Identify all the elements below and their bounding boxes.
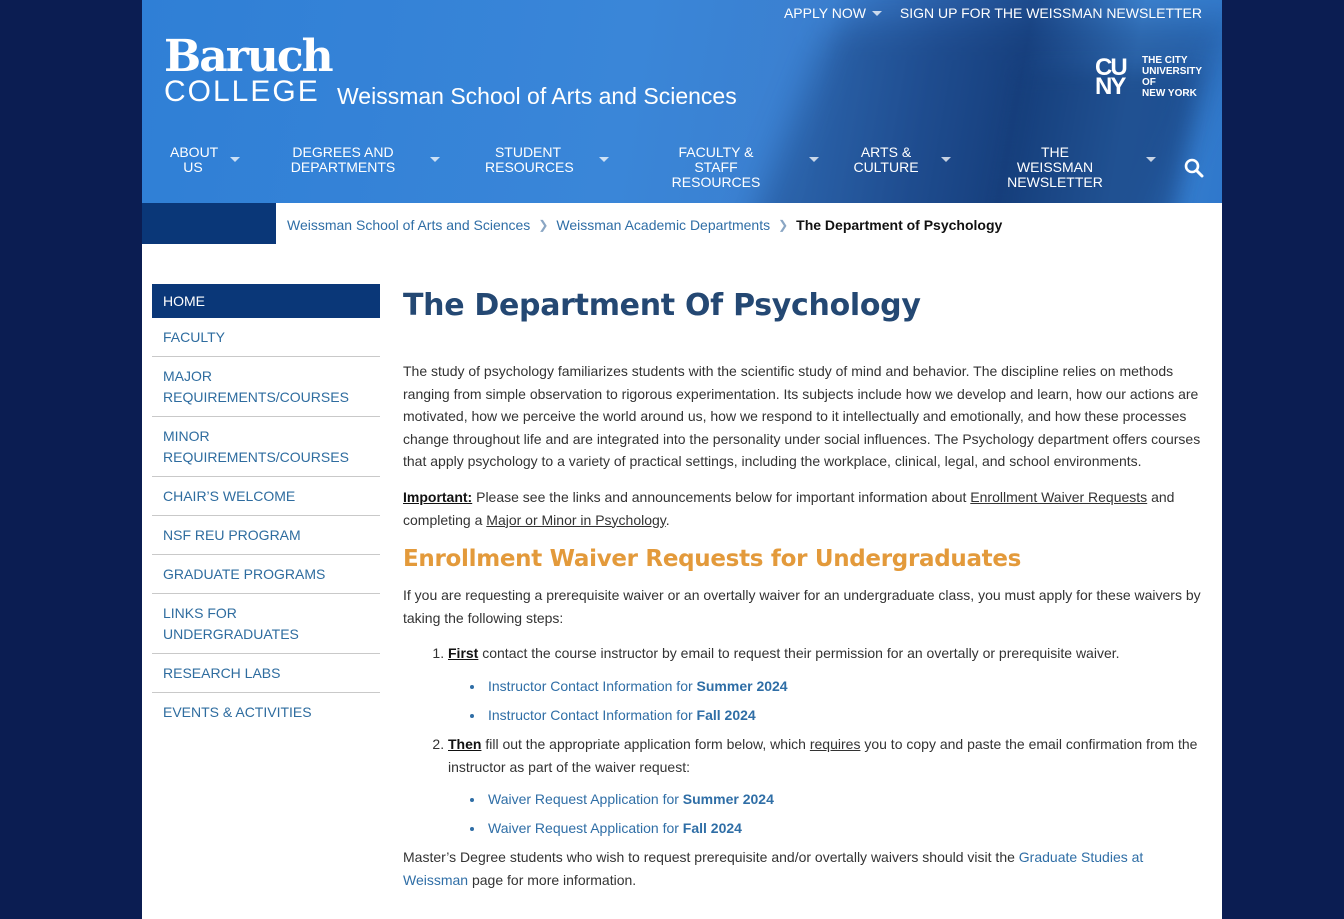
chevron-down-icon: [1146, 157, 1156, 162]
baruch-logo[interactable]: [164, 31, 332, 108]
step-first: 1. First contact the course instructor by email to request their permission for an overtally or prerequisite waiver. Instructor Contact Information for Summer 2024 Instructor Contact Information for Fall 2024: [448, 642, 1203, 726]
waiver-application-fall-link[interactable]: Waiver Request Application for Fall 2024: [488, 820, 742, 837]
main-nav: [142, 144, 1222, 190]
breadcrumb-accent: [142, 203, 276, 244]
waiver-application-links: [470, 788, 1203, 839]
school-name[interactable]: Weissman School of Arts and Sciences: [337, 83, 737, 109]
major-minor-link[interactable]: Major or Minor in Psychology: [486, 511, 666, 528]
apply-now-link[interactable]: [784, 5, 882, 21]
waiver-intro: If you are requesting a prerequisite waiver or an overtally waiver for an undergraduate class, you must apply for these waivers by taking the following steps:: [403, 587, 1201, 626]
main-content: [403, 285, 1203, 904]
chevron-down-icon: [599, 157, 609, 162]
cuny-logo[interactable]: [1095, 55, 1202, 99]
cuny-text: THE CITY UNIVERSITY OF NEW YORK: [1142, 55, 1203, 99]
search-icon[interactable]: [1184, 158, 1204, 178]
breadcrumb-current: The Department of Psychology: [796, 217, 1003, 233]
newsletter-signup-label: SIGN UP FOR THE WEISSMAN NEWSLETTER: [899, 5, 1202, 21]
breadcrumb-item-departments[interactable]: Weissman Academic Departments: [556, 217, 771, 233]
chevron-down-icon: [941, 157, 951, 162]
intro-paragraph: The study of psychology familiarizes students with the scientific study of mind and behavior. The discipline relies on methods ranging from simple observation to rigorous experimentation. Its subjects include how we develop and learn, how our actions are motivated, how we perceive the world around us, how we respond to it intellectually and emotionally, and how these processes change throughout life and are integrated into the personality under social influences. The Psychology department offers courses that apply psychology to a variety of practical settings, including the workplace, clinical, legal, and school environments.: [403, 363, 1201, 470]
masters-paragraph: Master’s Degree students who wish to request prerequisite and/or overtally waivers should visit the Graduate Studies at Weissman page for more information.: [403, 849, 1144, 888]
page: [142, 0, 1222, 919]
sidebar-item-events[interactable]: EVENTS & ACTIVITIES: [163, 704, 312, 720]
chevron-down-icon: [230, 157, 240, 162]
list-item: [470, 817, 1203, 839]
sidebar-item-graduate-programs[interactable]: GRADUATE PROGRAMS: [152, 555, 380, 594]
nav-item-about-us[interactable]: ABOUT US: [170, 145, 216, 175]
sidebar-item-nsf-reu[interactable]: NSF REU PROGRAM: [152, 516, 380, 555]
breadcrumb-item-weissman[interactable]: Weissman School of Arts and Sciences: [287, 217, 531, 233]
waiver-application-summer-link[interactable]: Waiver Request Application for Summer 2024: [488, 791, 774, 808]
sidebar-item-chairs-welcome[interactable]: CHAIR’S WELCOME: [152, 477, 380, 516]
chevron-right-icon: ❯: [778, 218, 789, 232]
cuny-mark: CU NY: [1095, 54, 1126, 100]
page-title: The Department Of Psychology: [403, 288, 921, 323]
utility-nav: [784, 5, 1202, 21]
sidebar-item-research-labs[interactable]: RESEARCH LABS: [152, 654, 380, 693]
nav-item-faculty-staff-resources[interactable]: FACULTY & STAFF RESOURCES: [656, 145, 776, 190]
sidebar-item-major-requirements[interactable]: MAJOR REQUIREMENTS/COURSES: [152, 357, 380, 417]
apply-now-label: APPLY NOW: [783, 5, 866, 21]
waiver-steps: [448, 642, 1203, 839]
list-item: [470, 675, 1203, 697]
nav-item-degrees-departments[interactable]: DEGREES AND DEPARTMENTS: [290, 145, 396, 175]
nav-item-student-resources[interactable]: STUDENT RESOURCES: [485, 145, 571, 175]
chevron-down-icon: [809, 157, 819, 162]
step-then: 2. Then fill out the appropriate application form below, which requires you to copy and paste the email confirmation from the instructor as part of the waiver request: Waiver Request Application for Summer 2024 Waiver Request Application for Fall 2024: [448, 733, 1203, 839]
nav-item-weissman-newsletter[interactable]: THE WEISSMAN NEWSLETTER: [1002, 145, 1108, 190]
enrollment-waiver-link[interactable]: Enrollment Waiver Requests: [970, 488, 1148, 505]
logo-line-2: COLLEGE: [164, 75, 320, 108]
graduate-studies-link[interactable]: Graduate Studies at Weissman: [403, 849, 1144, 888]
newsletter-signup-link[interactable]: [900, 5, 1202, 21]
nav-item-arts-culture[interactable]: ARTS & CULTURE: [853, 145, 919, 175]
important-label: Important:: [403, 488, 473, 505]
chevron-right-icon: ❯: [538, 218, 549, 232]
instructor-contact-links: [470, 675, 1203, 726]
sidebar-item-faculty[interactable]: FACULTY: [152, 318, 380, 357]
breadcrumb: [287, 217, 1002, 233]
instructor-contact-summer-link[interactable]: Instructor Contact Information for Summer 2024: [488, 677, 788, 694]
sidebar-item-home[interactable]: HOME: [152, 284, 380, 318]
sidebar-nav: [152, 284, 380, 731]
site-header: [142, 0, 1222, 203]
sidebar-item-minor-requirements[interactable]: MINOR REQUIREMENTS/COURSES: [152, 417, 380, 477]
chevron-down-icon: [872, 11, 882, 16]
important-paragraph: Important: Please see the links and announcements below for important information about Enrollment Waiver Requests and completing a Major or Minor in Psychology.: [403, 488, 1175, 528]
chevron-down-icon: [430, 157, 440, 162]
section-title-waivers: Enrollment Waiver Requests for Undergraduates: [403, 546, 1022, 573]
list-item: [470, 788, 1203, 810]
logo-line-1: Baruch: [164, 31, 332, 82]
sidebar-item-links-undergrad[interactable]: LINKS FOR UNDERGRADUATES: [152, 594, 380, 654]
list-item: [470, 704, 1203, 726]
instructor-contact-fall-link[interactable]: Instructor Contact Information for Fall 2024: [488, 706, 756, 723]
